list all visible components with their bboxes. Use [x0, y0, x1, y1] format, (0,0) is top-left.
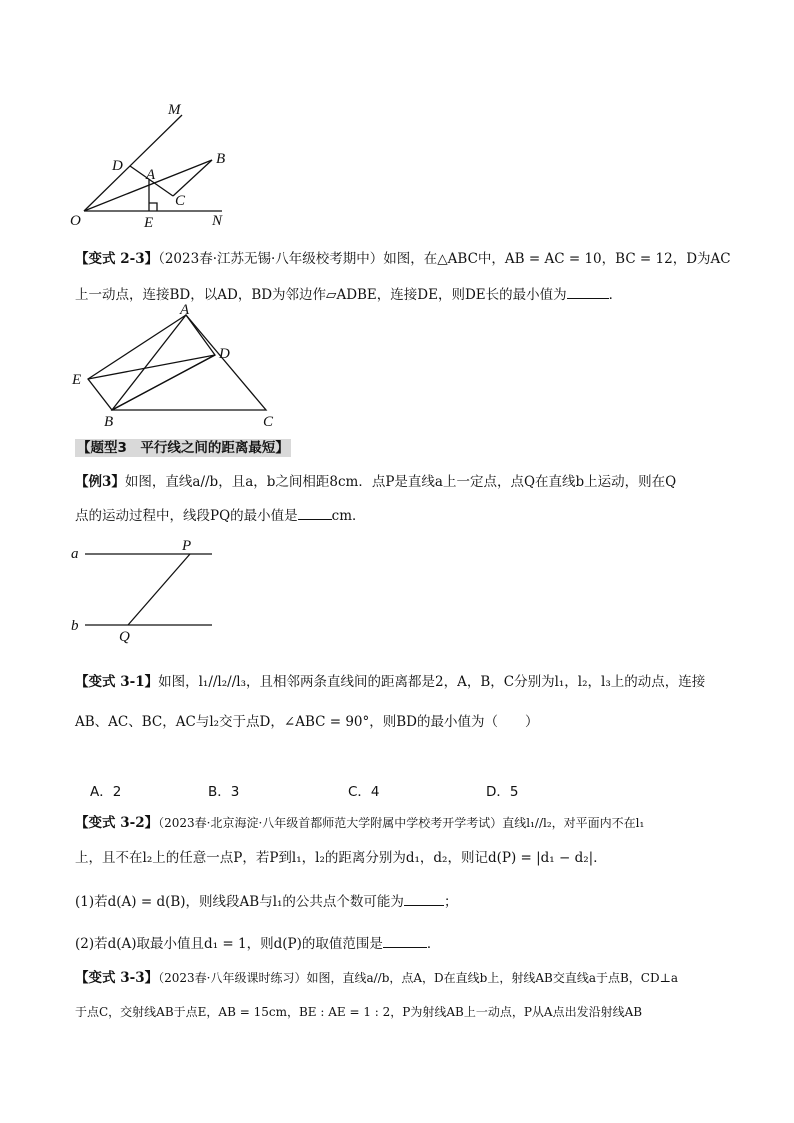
v31-line2 — [75, 712, 539, 732]
v32-q1: (1)若d(A) = d(B)，则线段AB与l₁的公共点个数可能为 ； — [75, 891, 457, 912]
figure-parallel-ab — [68, 536, 228, 646]
label-o: O — [70, 213, 81, 229]
label-e: E — [72, 372, 82, 388]
v31-text1: 如图，l₁//l₂//l₃，且相邻两条直线间的距离都是2，A，B，C分别为l₁，l₂，l₃上的动点，连接 — [158, 674, 706, 690]
v32-q2: (2)若d(A)取最小值且d₁ = 1，则d(P)的取值范围是 ． — [75, 933, 440, 954]
label-c: C — [263, 414, 274, 430]
ex3-line2 — [75, 505, 366, 526]
v33-line1 — [75, 968, 678, 988]
type3-heading: 【题型3 平行线之间的距离最短】 — [77, 440, 289, 456]
v33-source: （2023春·八年级课时练习） — [158, 971, 307, 985]
v32-q1-text: (1)若d(A) = d(B)，则线段AB与l₁的公共点个数可能为 — [75, 894, 404, 910]
v23-answer-blank[interactable] — [567, 284, 609, 299]
segment-pq — [128, 554, 190, 625]
v32-q2-blank[interactable] — [383, 933, 427, 948]
ray-om — [84, 115, 182, 211]
figure-triangle-abc — [62, 302, 292, 432]
ex3-text1: 如图，直线a//b，且a，b之间相距8cm．点P是直线a上一定点，点Q在直线b上运动，则在Q — [124, 474, 677, 490]
v31-text2: AB、AC、BC，AC与l₂交于点D，∠ABC = 90°，则BD的最小值为（ ） — [75, 714, 539, 730]
v32-source: （2023春·北京海淀·八年级首都师范大学附属中学校考开学考试） — [158, 816, 503, 830]
v31-tag: 【变式 3-1】 — [75, 674, 159, 690]
label-d: D — [112, 158, 123, 174]
ex3-tag: 【例3】 — [75, 474, 125, 490]
option-b[interactable]: B．3 — [208, 784, 240, 800]
v32-text2: 上，且不在l₂上的任意一点P，若P到l₁，l₂的距离分别为d₁，d₂，则记d(P) = |d₁ − d₂|． — [75, 850, 607, 866]
label-b: b — [71, 618, 79, 634]
v32-line1 — [75, 813, 644, 833]
parallelogram-adbe — [88, 315, 215, 410]
ex3-line1 — [75, 472, 676, 492]
figure-angle-mon — [60, 95, 250, 235]
triangle-abc — [112, 315, 266, 410]
v23-line2: 上一动点，连接BD，以AD，BD为邻边作▱ADBE，连接DE，则DE长的最小值为 ． — [75, 284, 622, 305]
v32-text1: 直线l₁//l₂，对平面内不在l₁ — [502, 816, 645, 830]
v23-text1: 如图，在△ABC中，AB = AC = 10，BC = 12，D为AC — [383, 251, 731, 267]
option-a[interactable]: A．2 — [90, 784, 122, 800]
label-a: A — [146, 167, 156, 183]
v32-q1-blank[interactable] — [404, 891, 444, 906]
segment-cb — [173, 160, 212, 196]
label-b: B — [104, 414, 114, 430]
v33-line2 — [75, 1002, 642, 1022]
v23-text2: 上一动点，连接BD，以AD，BD为邻边作▱ADBE，连接DE，则DE长的最小值为 — [75, 287, 567, 303]
ex3-text2b: cm． — [331, 508, 366, 524]
label-q: Q — [119, 629, 130, 645]
label-a: a — [71, 546, 79, 562]
label-c: C — [175, 193, 186, 209]
ex3-answer-blank[interactable] — [298, 505, 332, 520]
v31-line1 — [75, 672, 705, 692]
v23-source: （2023春·江苏无锡·八年级校考期中） — [158, 251, 384, 267]
v23-line1 — [75, 249, 731, 269]
label-a: A — [180, 302, 190, 318]
label-b: B — [216, 151, 226, 167]
v33-tag: 【变式 3-3】 — [75, 970, 159, 986]
label-d: D — [219, 346, 230, 362]
label-m: M — [168, 102, 181, 118]
segment-bd — [112, 355, 215, 410]
v23-tag: 【变式 2-3】 — [75, 251, 159, 267]
option-c[interactable]: C．4 — [348, 784, 380, 800]
v32-line2 — [75, 848, 607, 868]
v33-text2: 于点C，交射线AB于点E，AB = 15cm，BE : AE = 1 : 2，P为射线AB上一动点，P从A点出发沿射线AB — [75, 1005, 643, 1019]
label-p: P — [182, 538, 192, 554]
label-n: N — [212, 213, 223, 229]
right-angle-mark — [149, 203, 157, 211]
label-e: E — [144, 215, 154, 231]
v32-tag: 【变式 3-2】 — [75, 815, 159, 831]
v33-text1: 如图，直线a//b，点A，D在直线b上，射线AB交直线a于点B，CD⊥a — [306, 971, 679, 985]
type3-heading-line — [75, 438, 291, 458]
ex3-text2a: 点的运动过程中，线段PQ的最小值是 — [75, 508, 298, 524]
v32-q2-text: (2)若d(A)取最小值且d₁ = 1，则d(P)的取值范围是 — [75, 936, 383, 952]
option-d[interactable]: D．5 — [486, 784, 519, 800]
